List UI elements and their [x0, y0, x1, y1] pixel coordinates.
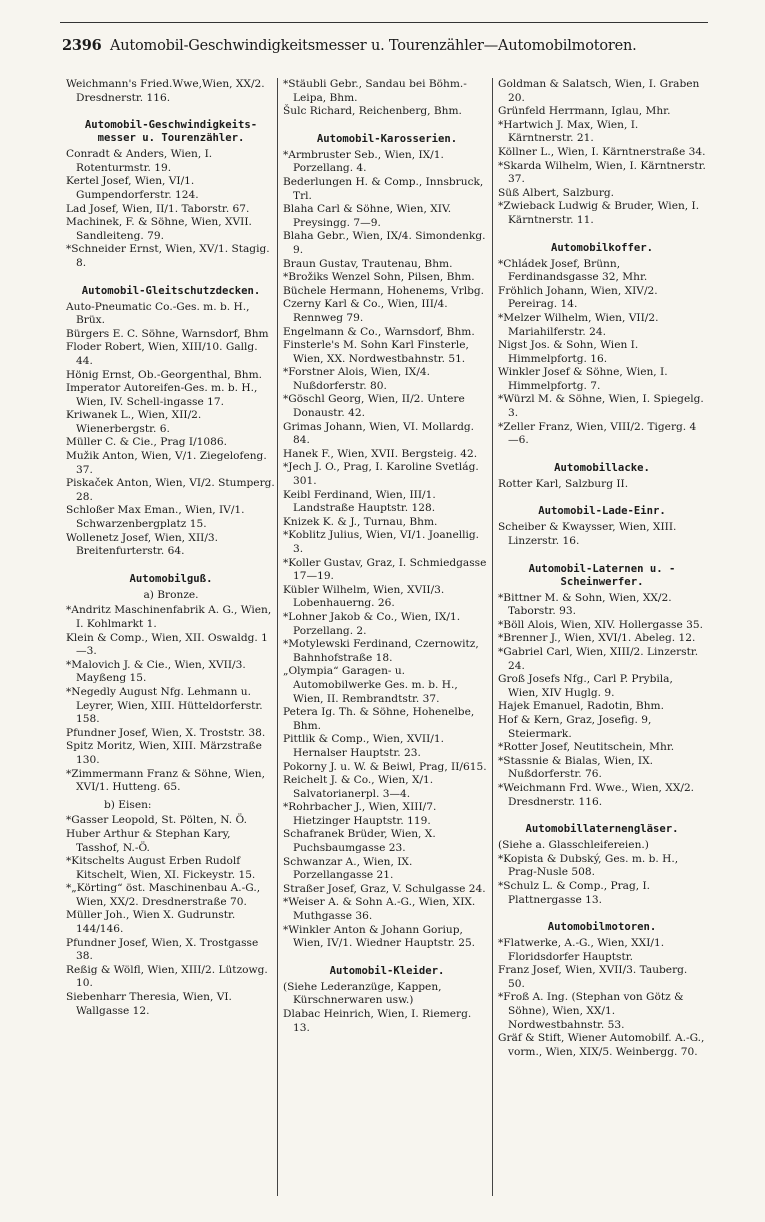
directory-entry: Lad Josef, Wien, II/1. Taborstr. 67.: [66, 202, 250, 215]
directory-entry: *Bittner M. & Sohn, Wien, XX/2. Taborstr. 93.: [498, 591, 672, 618]
section-heading: Automobilkoffer.: [550, 241, 654, 254]
directory-entry: Šulc Richard, Reichenberg, Bhm.: [283, 105, 462, 118]
directory-entry: Grünfeld Herrmann, Iglau, Mhr.: [498, 105, 671, 118]
directory-entry: *Zwieback Ludwig & Bruder, Wien, I. Kärntnerstr. 11.: [498, 200, 700, 226]
directory-entry: Hof & Kern, Graz, Josefig. 9, Steiermark.: [498, 713, 652, 740]
section-heading: Automobil-Gleitschutzdecken.: [81, 284, 261, 297]
directory-entry: *Skarda Wilhelm, Wien, I. Kärntnerstr. 37.: [498, 159, 706, 186]
directory-entry: Bederlungen H. & Comp., Innsbruck, Trl.: [283, 175, 484, 202]
directory-entry: *Zimmermann Franz & Söhne, Wien, XVI/1. Hutteng. 65.: [66, 767, 265, 794]
directory-entry: *„Körting“ öst. Maschinenbau A.-G., Wien, XX/2. Dresdnerstraße 70.: [66, 882, 261, 908]
subsection-label: a) Bronze.: [143, 588, 199, 601]
directory-entry: *Rotter Josef, Neutitschein, Mhr.: [498, 741, 675, 754]
directory-entry: *Negedly August Nfg. Lehmann u. Leyrer, Wien, XIII. Hütteldorferstr. 158.: [66, 685, 263, 726]
directory-entry: *Jech J. O., Prag, I. Karoline Svetlág. 301.: [283, 461, 479, 488]
page-number: 2396: [62, 37, 102, 54]
column-2: [283, 78, 491, 1035]
directory-entry: Müller C. & Cie., Prag I/1086.: [66, 436, 228, 449]
directory-entry: *Göschl Georg, Wien, II/2. Untere Donaustr. 42.: [283, 393, 465, 420]
directory-entry: Reichelt J. & Co., Wien, X/1. Salvatorianerpl. 3—4.: [283, 774, 434, 800]
directory-entry: Büchele Hermann, Hohenems, Vrlbg.: [283, 284, 485, 297]
section-heading: Automobil-Geschwindigkeits-messer u. Tourenzähler.: [84, 119, 258, 145]
section-heading: Automobil-Lade-Einr.: [538, 505, 666, 518]
directory-entry: Czerny Karl & Co., Wien, III/4. Rennweg 79.: [283, 298, 448, 324]
column-divider: [277, 78, 278, 1196]
directory-entry: *Weiser A. & Sohn A.-G., Wien, XIX. Muthgasse 36.: [283, 896, 476, 923]
directory-entry: *Würzl M. & Söhne, Wien, I. Spiegelg. 3.: [498, 393, 704, 420]
directory-entry: Pittlik & Comp., Wien, XVII/1. Hernalser Hauptstr. 23.: [283, 733, 444, 759]
section-heading: Automobil-Kleider.: [329, 964, 445, 977]
directory-entry: *Hartwich J. Max, Wien, I. Kärntnerstr. 21.: [498, 118, 639, 145]
directory-entry: Pfundner Josef, Wien, X. Trostgasse 38.: [66, 936, 259, 963]
directory-entry: Mužik Anton, Wien, V/1. Ziegelofeng. 37.: [66, 450, 267, 476]
column-3: [498, 78, 706, 1059]
directory-entry: Blaha Gebr., Wien, IX/4. Simondenkg. 9.: [283, 230, 486, 256]
directory-entry: Floder Robert, Wien, XIII/10. Gallg. 44.: [66, 341, 258, 367]
directory-entry: Kübler Wilhelm, Wien, XVII/3. Lobenhauerng. 26.: [283, 583, 445, 610]
directory-entry: Blaha Carl & Söhne, Wien, XIV. Preysingg. 7—9.: [283, 203, 452, 229]
directory-entry: Gräf & Stift, Wiener Automobilf. A.-G., vorm., Wien, XIX/5. Weinbergg. 70.: [498, 1032, 705, 1058]
directory-entry: Scheiber & Kwaysser, Wien, XIII. Linzerstr. 16.: [498, 521, 677, 548]
directory-entry: *Froß A. Ing. (Stephan von Götz & Söhne), Wien, XX/1. Nordwestbahnstr. 53.: [498, 991, 684, 1031]
directory-entry: *Kitschelts August Erben Rudolf Kitschelt, Wien, XI. Fickeystr. 15.: [66, 855, 256, 881]
directory-entry: Bürgers E. C. Söhne, Warnsdorf, Bhm: [66, 327, 269, 340]
directory-entry: *Rohrbacher J., Wien, XIII/7. Hietzinger Hauptstr. 119.: [283, 801, 437, 827]
directory-entry: *Böll Alois, Wien, XIV. Hollergasse 35.: [498, 618, 703, 631]
directory-entry: Dlabac Heinrich, Wien, I. Riemerg. 13.: [283, 1008, 472, 1034]
directory-entry: Franz Josef, Wien, XVII/3. Tauberg. 50.: [498, 964, 688, 990]
directory-entry: *Chládek Josef, Brünn, Ferdinandsgasse 32, Mhr.: [498, 257, 648, 284]
directory-entry: Schwanzar A., Wien, IX. Porzellangasse 21.: [283, 855, 413, 882]
directory-entry: Hajek Emanuel, Radotin, Bhm.: [498, 700, 664, 713]
directory-entry: Machinek, F. & Söhne, Wien, XVII. Sandleiteng. 79.: [66, 216, 252, 242]
directory-entry: Pfundner Josef, Wien, X. Troststr. 38.: [66, 726, 266, 739]
directory-entry: *Gabriel Carl, Wien, XIII/2. Linzerstr. 24.: [498, 646, 699, 672]
section-heading: Automobillaternengläser.: [525, 823, 679, 836]
directory-entry: (Siehe Lederanzüge, Kappen, Kürschnerwaren usw.): [283, 980, 442, 1007]
directory-entry: *Koller Gustav, Graz, I. Schmiedgasse 17—19.: [283, 556, 487, 583]
directory-entry: *Winkler Anton & Johann Goriup, Wien, IV/1. Wiedner Hauptstr. 25.: [283, 923, 476, 950]
directory-entry: Fröhlich Johann, Wien, XIV/2. Pereirag. 14.: [498, 284, 658, 311]
directory-entry: *Forstner Alois, Wien, IX/4. Nußdorferstr. 80.: [283, 366, 431, 392]
directory-entry: Schloßer Max Eman., Wien, IV/1. Schwarzenbergplatz 15.: [66, 504, 245, 531]
page-title: Automobil-Geschwindigkeitsmesser u. Tourenzähler—Automobilmotoren.: [109, 38, 637, 54]
directory-entry: Hönig Ernst, Ob.-Georgenthal, Bhm.: [66, 368, 263, 381]
directory-entry: Wollenetz Josef, Wien, XII/3. Breitenfurterstr. 64.: [66, 531, 219, 558]
directory-entry: Pokorny J. u. W. & Beiwl, Prag, II/615.: [283, 760, 487, 773]
directory-entry: Goldman & Salatsch, Wien, I. Graben 20.: [498, 78, 700, 104]
page-header: [62, 36, 702, 56]
directory-entry: Nigst Jos. & Sohn, Wien I. Himmelpfortg. 16.: [498, 339, 639, 365]
directory-entry: *Weichmann Frd. Wwe., Wien, XX/2. Dresdnerstr. 116.: [498, 781, 695, 808]
directory-entry: Winkler Josef & Söhne, Wien, I. Himmelpfortg. 7.: [498, 366, 668, 392]
subsection-label: b) Eisen:: [104, 798, 152, 811]
directory-entry: Müller Joh., Wien X. Gudrunstr. 144/146.: [66, 909, 236, 936]
section-heading: Automobil-Laternen u. -Scheinwerfer.: [528, 562, 676, 588]
directory-entry: *Brenner J., Wien, XVI/1. Abeleg. 12.: [498, 632, 696, 645]
directory-entry: *Malovich J. & Cie., Wien, XVII/3. Mayßeng 15.: [66, 658, 246, 685]
directory-entry: *Kopista & Dubský, Ges. m. b. H., Prag-Nusle 508.: [498, 852, 679, 879]
directory-entry: *Koblitz Julius, Wien, VI/1. Joanellig. 3.: [283, 529, 480, 555]
section-heading: Automobilmotoren.: [547, 921, 657, 934]
directory-entry: Braun Gustav, Trautenau, Bhm.: [283, 257, 453, 270]
directory-entry: Schafranek Brüder, Wien, X. Puchsbaumgasse 23.: [283, 828, 436, 855]
directory-entry: Knizek K. & J., Turnau, Bhm.: [283, 515, 438, 528]
directory-entry: Imperator Autoreifen-Ges. m. b. H., Wien, IV. Schell-ingasse 17.: [66, 382, 258, 408]
directory-entry: Rotter Karl, Salzburg II.: [498, 477, 629, 490]
directory-entry: Hanek F., Wien, XVII. Bergsteig. 42.: [283, 447, 478, 460]
directory-entry: *Flatwerke, A.-G., Wien, XXI/1. Floridsdorfer Hauptstr.: [498, 937, 665, 963]
directory-entry: Weichmann's Fried.Wwe,Wien, XX/2. Dresdnerstr. 116.: [66, 78, 265, 104]
directory-entry: *Schneider Ernst, Wien, XV/1. Stagig. 8.: [66, 243, 270, 269]
directory-entry: Klein & Comp., Wien, XII. Oswaldg. 1—3.: [66, 631, 268, 658]
directory-entry: Petera Ig. Th. & Söhne, Hohenelbe, Bhm.: [283, 706, 475, 732]
directory-entry: *Stäubli Gebr., Sandau bei Böhm.-Leipa, Bhm.: [283, 78, 467, 104]
directory-entry: Huber Arthur & Stephan Kary, Tasshof, N.-Ö.: [66, 827, 231, 854]
directory-entry: *Zeller Franz, Wien, VIII/2. Tigerg. 4—6.: [498, 420, 697, 447]
directory-entry: *Schulz L. & Comp., Prag, I. Plattnergasse 13.: [498, 879, 651, 906]
directory-entry: Finsterle's M. Sohn Karl Finsterle, Wien, XX. Nordwestbahnstr. 51.: [283, 339, 469, 365]
column-divider: [492, 78, 493, 1196]
directory-entry: Piskaček Anton, Wien, VI/2. Stumperg. 28.: [66, 477, 275, 503]
directory-entry: Kriwanek L., Wien, XII/2. Wienerbergstr. 6.: [66, 409, 202, 435]
directory-entry: *Motylewski Ferdinand, Czernowitz, Bahnhofstraße 18.: [283, 638, 479, 664]
section-heading: Automobillacke.: [554, 461, 650, 474]
directory-entry: Siebenharr Theresia, Wien, VI. Wallgasse 12.: [66, 991, 232, 1017]
top-rule: [60, 22, 708, 23]
directory-entry: *Stassnie & Bialas, Wien, IX. Nußdorferstr. 76.: [498, 754, 654, 781]
directory-entry: Reßig & Wölfl, Wien, XIII/2. Lützowg. 10.: [66, 963, 268, 990]
directory-entry: *Melzer Wilhelm, Wien, VII/2. Mariahilferstr. 24.: [498, 311, 659, 338]
directory-entry: *Lohner Jakob & Co., Wien, IX/1. Porzellang. 2.: [283, 610, 461, 637]
directory-entry: Grimas Johann, Wien, VI. Mollardg. 84.: [283, 420, 475, 447]
directory-entry: Spitz Moritz, Wien, XIII. Märzstraße 130.: [66, 740, 262, 766]
section-heading: Automobil-Karosserien.: [316, 132, 458, 145]
section-heading: Automobilguß.: [129, 572, 213, 585]
directory-entry: *Andritz Maschinenfabrik A. G., Wien, I. Kohlmarkt 1.: [66, 604, 272, 630]
directory-entry: Köllner L., Wien, I. Kärntnerstraße 34.: [498, 145, 706, 158]
directory-entry: Süß Albert, Salzburg.: [498, 186, 615, 199]
directory-entry: „Olympia“ Garagen- u. Automobilwerke Ges. m. b. H., Wien, II. Rembrandtstr. 37.: [283, 665, 458, 705]
column-1: [66, 78, 276, 1018]
directory-entry: Engelmann & Co., Warnsdorf, Bhm.: [283, 325, 475, 338]
directory-entry: *Armbruster Seb., Wien, IX/1. Porzellang. 4.: [283, 148, 444, 175]
directory-entry: Conradt & Anders, Wien, I. Rotenturmstr. 19.: [66, 148, 213, 174]
directory-entry: (Siehe a. Glasschleifereien.): [498, 839, 649, 852]
directory-entry: Straßer Josef, Graz, V. Schulgasse 24.: [283, 882, 486, 895]
directory-entry: *Brožiks Wenzel Sohn, Pilsen, Bhm.: [283, 271, 475, 284]
directory-entry: Auto-Pneumatic Co.-Ges. m. b. H., Brüx.: [66, 300, 250, 327]
directory-entry: Groß Josefs Nfg., Carl P. Prybila, Wien, XIV Huglg. 9.: [498, 673, 673, 699]
directory-entry: *Gasser Leopold, St. Pölten, N. Ö.: [66, 814, 247, 827]
directory-entry: Kertel Josef, Wien, VI/1. Gumpendorferstr. 124.: [66, 175, 199, 201]
directory-entry: Keibl Ferdinand, Wien, III/1. Landstraße Hauptstr. 128.: [283, 488, 436, 515]
